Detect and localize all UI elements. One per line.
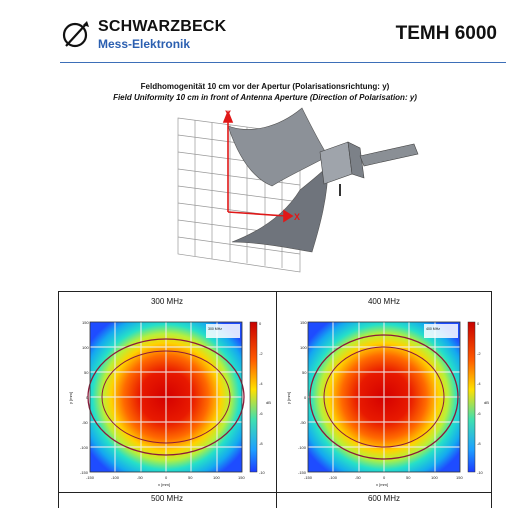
svg-text:-50: -50 [137, 475, 143, 480]
axis-label-y: Y [225, 109, 232, 119]
svg-text:dB: dB [484, 400, 489, 405]
svg-text:-50: -50 [82, 420, 88, 425]
svg-text:-10: -10 [259, 470, 265, 475]
svg-text:100: 100 [82, 345, 89, 350]
plot-title-300: 300 MHz [150, 297, 183, 306]
plot-table-divider-horizontal [58, 492, 492, 493]
horn-upper-plate [228, 108, 328, 186]
svg-text:150: 150 [82, 320, 89, 325]
svg-text:-50: -50 [300, 420, 306, 425]
svg-text:-100: -100 [80, 445, 89, 450]
plot-title-400: 400 MHz [367, 297, 400, 306]
svg-text:-4: -4 [259, 381, 263, 386]
svg-text:100: 100 [300, 345, 307, 350]
svg-text:-100: -100 [298, 445, 307, 450]
svg-text:50: 50 [84, 370, 89, 375]
plot-table-divider-vertical [276, 291, 277, 508]
svg-text:-10: -10 [477, 470, 483, 475]
svg-text:-100: -100 [329, 475, 338, 480]
svg-text:y [mm]: y [mm] [68, 392, 73, 404]
caption-english: Field Uniformity 10 cm in front of Antenna Aperture (Direction of Polarisation: y) [113, 93, 417, 102]
header-divider [60, 62, 506, 63]
svg-text:-6: -6 [477, 411, 481, 416]
svg-text:-6: -6 [259, 411, 263, 416]
svg-text:0: 0 [165, 475, 168, 480]
svg-text:-2: -2 [259, 351, 263, 356]
legend-label: 300 MHz [208, 327, 223, 331]
svg-text:x [mm]: x [mm] [158, 482, 170, 487]
heatmap-300 [66, 314, 272, 490]
svg-text:-2: -2 [477, 351, 481, 356]
colorbar [250, 322, 257, 472]
svg-text:-150: -150 [86, 475, 95, 480]
svg-text:100: 100 [213, 475, 220, 480]
brand-subtitle: Mess-Elektronik [98, 37, 191, 51]
svg-text:150: 150 [456, 475, 463, 480]
svg-text:0: 0 [383, 475, 386, 480]
svg-text:0: 0 [477, 321, 480, 326]
axis-label-x: X [294, 212, 301, 222]
antenna-connector [320, 142, 418, 196]
svg-text:x [mm]: x [mm] [376, 482, 388, 487]
svg-text:-8: -8 [259, 441, 263, 446]
caption-german: Feldhomogenität 10 cm vor der Apertur (Polarisationsrichtung: y) [140, 82, 390, 91]
heatmap-400 [284, 314, 490, 490]
plot-title-600: 600 MHz [367, 494, 400, 503]
svg-text:dB: dB [266, 400, 271, 405]
svg-text:150: 150 [300, 320, 307, 325]
svg-text:-4: -4 [477, 381, 481, 386]
colorbar [468, 322, 475, 472]
svg-text:50: 50 [302, 370, 307, 375]
svg-text:0: 0 [86, 395, 89, 400]
svg-text:0: 0 [304, 395, 307, 400]
svg-text:-150: -150 [80, 470, 89, 475]
plot-title-500: 500 MHz [150, 494, 183, 503]
antenna-diagram [160, 104, 420, 276]
svg-text:-150: -150 [304, 475, 313, 480]
svg-text:100: 100 [431, 475, 438, 480]
svg-text:50: 50 [188, 475, 193, 480]
legend-label: 400 MHz [426, 327, 441, 331]
svg-text:-150: -150 [298, 470, 307, 475]
svg-text:y [mm]: y [mm] [286, 392, 291, 404]
brand-name: SCHWARZBECK [98, 18, 227, 35]
svg-text:-100: -100 [111, 475, 120, 480]
svg-text:-8: -8 [477, 441, 481, 446]
svg-text:-50: -50 [355, 475, 361, 480]
logo-icon [60, 18, 92, 50]
svg-text:50: 50 [406, 475, 411, 480]
product-title: TEMH 6000 [395, 23, 497, 44]
svg-text:150: 150 [238, 475, 245, 480]
svg-text:0: 0 [259, 321, 262, 326]
